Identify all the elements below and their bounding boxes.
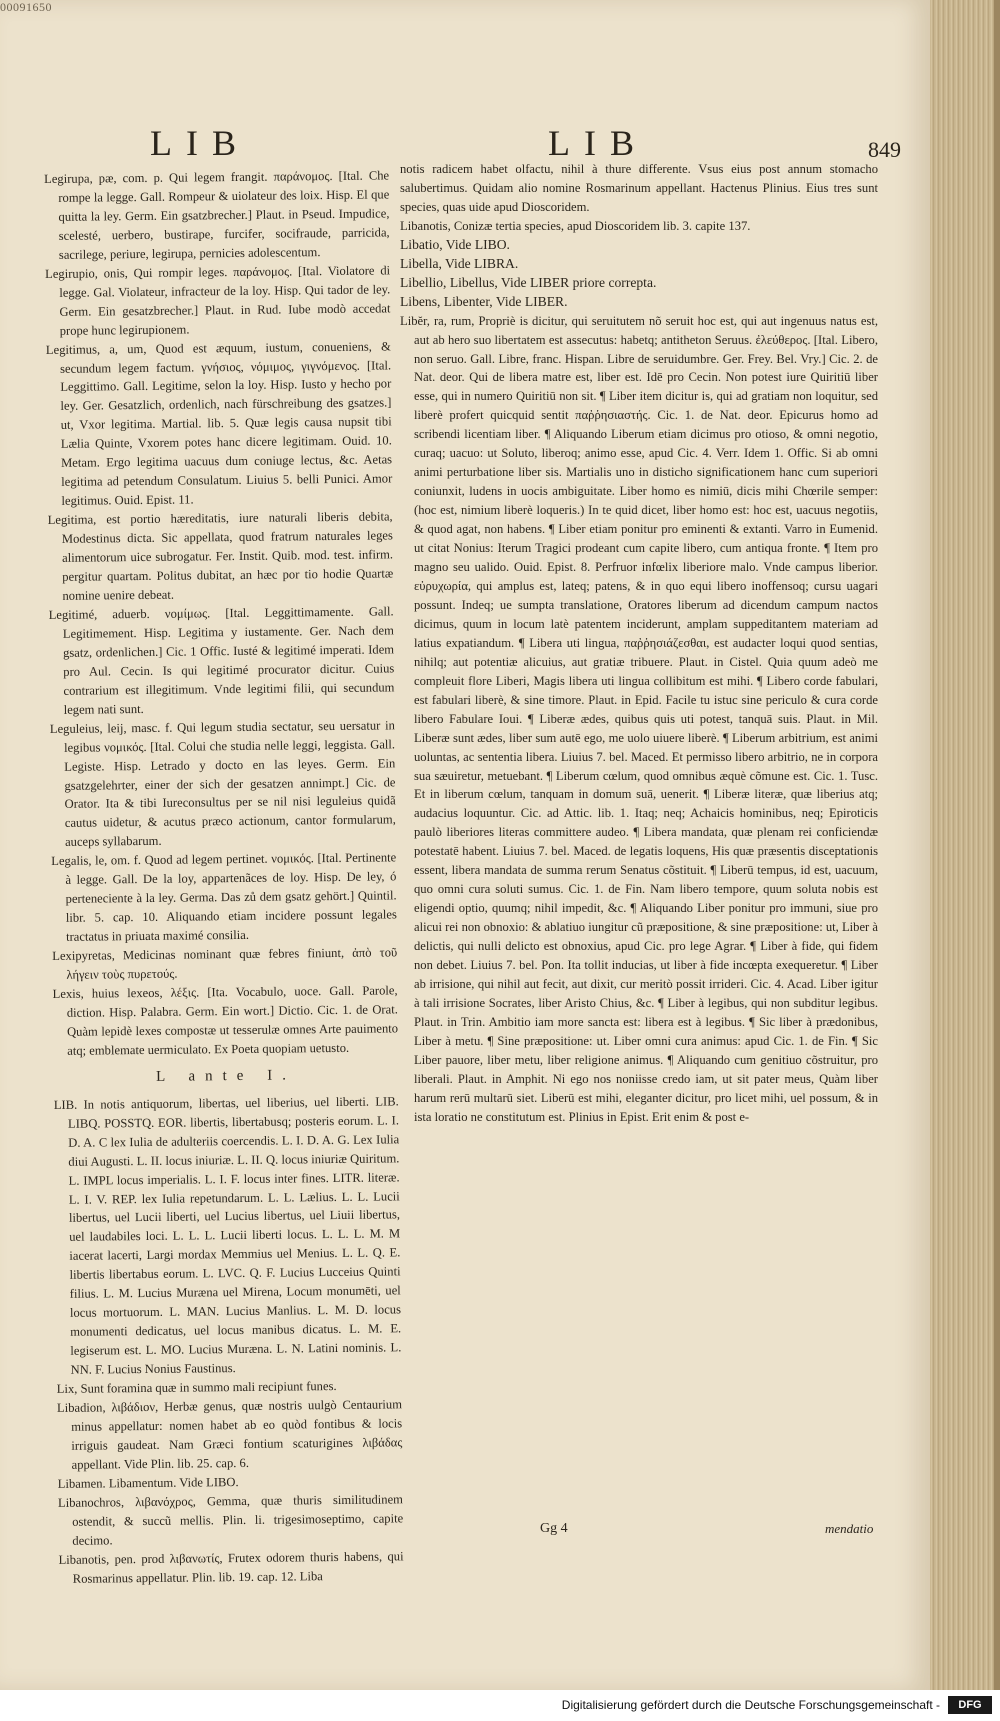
dictionary-entry: Libellio, Libellus, Vide LIBER priore correpta. (400, 274, 657, 290)
funding-note: Digitalisierung gefördert durch die Deutsche Forschungsgemeinschaft - (561, 1698, 940, 1712)
dictionary-entry: Legitimus, a, um, Quod est æquum, iustum, conueniens, & secundum legem factum. γνήσιος, νόμιμος, γιγνόμενος. [Ital. Leggittimo. Gall. Legitime, selon la loy. Hisp. Iusto y hecho por ley. Ger. Gesatzlich, ordenlich, nach fürschreibung des gsatzes.] ut, Vxor legitima. Martial. lib. 5. Quæ legis causa nupsit tibi Lælia Quinte, Vxorem potes hanc dicere legitimam. Ouid. 10. Metam. Ergo legitima uacuus dum coniuge lectus, &c. Aetas legitima ad petendum Consulatum. Liuius 5. belli Punici. Amor legitimus. Ouid. Epist. 11. (45, 338, 393, 509)
catchword: mendatio (825, 1521, 874, 1536)
right-column (400, 160, 878, 1500)
dictionary-entry: Lix, Sunt foramina quæ in summo mali recipiunt funes. (56, 1379, 337, 1396)
dictionary-entry: Lexipyretas, Medicinas nominant quæ febres finiunt, ἀπὸ τοῦ λήγειν τοὺς πυρετούς. (52, 945, 398, 982)
dfg-logo-icon: DFG (948, 1696, 992, 1714)
dictionary-entry: Libanotis, Conizæ tertia species, apud Dioscoridem lib. 3. capite 137. (400, 218, 751, 233)
dictionary-entry: Libens, Libenter, Vide LIBER. (400, 293, 568, 309)
scan-id: 00091650 (0, 0, 52, 14)
book-fore-edge (930, 0, 1000, 1690)
dictionary-entry: Libanotis, pen. prod λιβανωτίς, Frutex odorem thuris habens, qui Rosmarinus appellatur. Plin. lib. 19. cap. 12. Liba (58, 1548, 404, 1586)
dictionary-entry: Lexis, huius lexeos, λέξις. [Ita. Vocabulo, uoce. Gall. Parole, diction. Hisp. Palabra. Germ. Ein wort.] Dictio. Cic. 1. de Orat. Quàm lepidè lexes compostæ ut tesserulæ omnes Arte pauimento atq; emblemate uermiculato. Ex Poeta quopiam uetusto. (52, 983, 399, 1058)
footer-bar (0, 1690, 1000, 1721)
dictionary-entry: Libella, Vide LIBRA. (400, 255, 519, 271)
dictionary-entry: Legirupa, pæ, com. p. Qui legem frangit. παράνομος. [Ital. Che rompe la legge. Gall. Rompeur & uiolateur des loix. Hisp. El que quitta la ley. Germ. Ein gsatzbrecher.] Plaut. in Pseud. Impudice, scelesté, uerbero, bustirape, furcifer, socifraude, parricida, sacrilege, periure, legirupa, pernicies adolescentum. (44, 168, 390, 262)
section-heading: L ante I. (155, 1067, 296, 1085)
dictionary-entry: LIB. In notis antiquorum, libertas, uel liberius, uel liberti. LIB. LIBQ. POSSTQ. EOR. libertis, libertabusq; posteris eorum. L. I. D. A. C lex Iulia de adulteriis coercendis. L. I. D. A. G. Lex Iulia diui Augusti. L. II. locus iniuriæ. L. II. Q. locus iniuriæ Quiritum. L. IMPL locus imperialis. L. I. F. locus inter fines. LITR. literæ. L. I. V. REP. lex Iulia repetundarum. L. L. Lælius. L. L. Lucii libertus, uel Lucii liberti, uel Lucius libertus, uel Liuii libertus, uel laudabiles loci. L. L. L. Lucii liberti locus. L. L. L. M. M iacerat lacerti, Largi mordax Memmius uel Menius. L. L. Q. E. libertis libertabus eorum. L. LVC. Q. F. Lucius Lucceius Quinti filius. L. M. Lucius Muræna uel Mirena, Locum monumēti, uel locus mortuorum. L. MAN. Lucius Manlius. L. M. D. locus monumenti dedicatus, uel locus manibus dicatus. L. M. E. legiserum est. L. MO. Lucius Muræna. L. N. Latini nominis. L. NN. F. Lucius Nonius Faustinus. (53, 1094, 402, 1377)
dictionary-entry: Leguleius, leij, masc. f. Qui legum studia sectatur, seu uersatur in legibus νομικός. [Ital. Colui che studia nelle leggi, leggista. Gall. Legiste. Hisp. Letrado y docto en las leyes. Germ. Ein gsatzgelehrter, einer der sich der gesatzen annimpt.] Cic. de Orator. Ita & tibi Iureconsultus per se nil nisi leguleius quidã cautus uidetur, & acutus præco actionum, cantor formularum, auceps syllabarum. (49, 717, 396, 850)
left-column (44, 166, 404, 1586)
dictionary-entry: Legalis, le, om. f. Quod ad legem pertinet. νομικός. [Ital. Pertinente à legge. Gall. De la loy, appartenãces de loy. Hisp. De ley, ó perteneciente à la ley. Germa. Das zů dem gsatz gehört.] Quintil. libr. 5. cap. 10. Aliquando etiam incidere possunt legales tractatus in priuata maximé consilia. (51, 850, 397, 944)
dictionary-entry: Legitimé, aduerb. νομίμως. [Ital. Leggittimamente. Gall. Legitimement. Hisp. Legitima y iustamente. Ger. Nach dem gsatz, ordenlichen.] Cic. 1 Offic. Iusté & legitimé imperati. Idem pro Aul. Cecin. Is qui legitimé procurator dicitur. Cuius contrarium est illegitimum. Vnde legitimi filii, qui secundum legem nati sunt. (48, 604, 395, 717)
running-head-left: LIB (150, 123, 250, 163)
dictionary-entry: notis radicem habet olfactu, nihil à thure differente. Vsus eius post annum stomacho salubertimus. Quidam alio nomine Rosmarinum appellant. Hactenus Plinius. Eius tres sunt species, quas uide apud Dioscoridem. (400, 162, 878, 214)
dictionary-entry: Legirupio, onis, Qui rompir leges. παράνομος. [Ital. Violatore di legge. Gal. Violateur, infracteur de la loy. Hisp. Qui tador de ley. Germ. Ein gesatzbrecher.] Plaut. in Rud. Iube modò accedat prope hunc legirupionem. (45, 263, 391, 338)
dictionary-entry: Libadion, λιβάδιον, Herbæ genus, quæ nostris uulgò Centaurium minus appellatur: nomen habet ab eo quòd fontibus & locis irriguis gaudeat. Nam Græci fontium scaturigines λιβάδας appellant. Vide Plin. lib. 25. cap. 6. (56, 1397, 403, 1472)
page-number: 849 (868, 137, 901, 162)
dictionary-entry: Libĕr, ra, rum, Propriè is dicitur, qui seruitutem nõ seruit hoc est, qui aut ingenuus natus est, aut ab hero suo libertatem est assecutus: habetq; antitheton Seruus. ἐλεύθερος. [Ital. Libero, non seruo. Gall. Libre, franc. Hispan. Libre de seruidumbre. Ger. Frey. Bel. Vry.] Cic. 2. de Nat. deor. Qui de libera matre est, liber est. Idē pro Cecin. Non potest iure Quiritiū liber esse, qui in numero Quiritiū non sit. ¶ Liber item dicitur is, qui ad gratiam non loquitur, sed liberè profert quicquid sentit παῤῥησιαστής. Cic. 1. de Nat. deor. Epicurus homo ad scribendi licentiam liber. ¶ Aliquando Liberum etiam dicimus pro otioso, & omni negotio, curaq; uacuo: ut Soluto, liberoq; animo esse, apud Cic. 4. Verr. Idem 1. Offic. Si ab omni animi perturbatione liber sis. Martialis uno in disticho significationem hanc cum superiori coniunxit, ludens in uocis ambiguitate. Liber homo es nimiū, dicis mihi Chœrile semper: (hoc est, nimium liberè loqueris.) In te quid dicet, liber homo est: hoc est, uacuus negotiis, & quod agat, non habens. ¶ Liber etiam ponitur pro eminenti & extanti. Varro in Eumenid. ut citat Nonius: Iterum Tragici prodeant cum capite libero, cum antiqua fronte. ¶ Item pro magno seu ualido. Ouid. Epist. 8. Perfruor infœlix liberiore malo. Vnde campus liberior. εὐρυχωρία, qui amplus est, lateq; patens, & in quo equi libero inoffensoq; cursu uagari possunt. Indeq; ue sumpta translatione, Oratores liberum ad dicendum campum nactos dicimus, quum in locum latè patentem inciderunt, amplam suppeditantem materiam ad latius expatiandum. ¶ Libera uti lingua, παῤῥησιάζεσθαι, est audacter loqui quod sentias, nihilq; aut potentiæ alicuius, aut gratiæ tribuere. Plaut. in Cistel. Quia quum adeò me compleuit flore Liberi, Magis libera uti lingua collibitum est mihi. ¶ Libero corde fabulari, est fabulari liberè, & sine timore. Plaut. in Epid. Facile tu istuc sine periculo & cura corde libero Fabulare Ioui. ¶ Liberæ ædes, quibus quis uti potest, tanquā suis. Plaut. in Mil. Liberæ sunt ædes, liber sum autē ego, me uolo uiuere liberè. ¶ Liberum arbitrium, est animi uoluntas, ac sententia libera. Liuius 7. bel. Maced. Et permisso libero arbitrio, ne in corpora sua sæuiretur, metuebant. ¶ Liberum cœlum, quod omnibus æquè cõmune est. Cic. 1. Tusc. Et in liberum cœlum, tanquam in domum suā, uenerit. ¶ Liberæ literæ, quæ liberius atq; audacius loquuntur. Cic. ad Attic. lib. 1. Itaq; neq; Achaicis hominibus, neq; Epiroticis paulò liberiores literas committere audeo. ¶ Libera mandata, quæ plenam rei conficiendæ potestatē habent. Liuius 7. bel. Maced. de legatis loquens, His quæ præsentis disceptationis essent, libera mandata de summa rerum Senatus cõstituit. ¶ Liberū tempus, id est, uacuum, quo omni cura soluti sumus. Cic. 1. de Fin. Nam libero tempore, quum soluta nobis est eligendi optio, quumq; nihil impedit, &c. ¶ Aliquando Liber ponitur pro immuni, siue pro alicui rei non obnoxio: & ablatiuo iungitur cũ præpositione, & sine præpositione: ut, Liber à delictis, qui nulli delicto est obnoxius, apud Cic. pro lege Agrar. ¶ Liber à fide, qui fidem non debet. Liuius 7. bel. Pon. Ita tollit inducias, ut liber à fide incœpta exequeretur. ¶ Liber ab irrisione, qui nihil aut fecit, aut dixit, cur meritò possit irrideri. Cic. 4. Acad. Liber igitur à tali irrisione Socrates, liber Aristo Chius, &c. ¶ Liber à legibus, qui non subditur legibus. Plaut. in Trin. Ambitio iam more sancta est: libera est à legibus. ¶ Sic liber à prædonibus, Liber à metu. ¶ Sine præpositione: ut. Liber omni cura animus: apud Cic. 1. de Fin. ¶ Sic Liber pauore, liber metu, liber religione animus. ¶ Aliquando cum genitiuo cõstruitur, pro liberali. Plaut. in Amphit. Ni ego nos noniisse credo iam, ut sit pater meus, Quàm liber harum rerū multarū siet. Liberū est mihi, eleganter dicitur, pro licet mihi, uel possum, & in ista loratio ne constitutum est. Plinius in Epist. Erit enim & post e- (400, 313, 878, 1124)
dictionary-entry: Libamen. Libamentum. Vide LIBO. (57, 1474, 239, 1491)
running-head-right: LIB (548, 123, 648, 163)
signature-mark: Gg 4 (540, 1521, 568, 1536)
dictionary-entry: Libanochros, λιβανόχρος, Gemma, quæ thuris similitudinem ostendit, & succũ mellis. Plin. li. trigesimoseptimo, capite decimo. (57, 1492, 404, 1548)
dictionary-entry: Legitima, est portio hæreditatis, iure naturali liberis debita, Modestinus dicta. Sic appellata, quod fratrum naturales leges alimentorum uice subrogatur. Fer. Instit. Quib. mod. test. infirm. pergitur quartam. Politus dubitat, an hæc por tio hodie Quartæ nomine uenire debeat. (47, 509, 394, 603)
dictionary-entry: Libatio, Vide LIBO. (400, 236, 510, 252)
